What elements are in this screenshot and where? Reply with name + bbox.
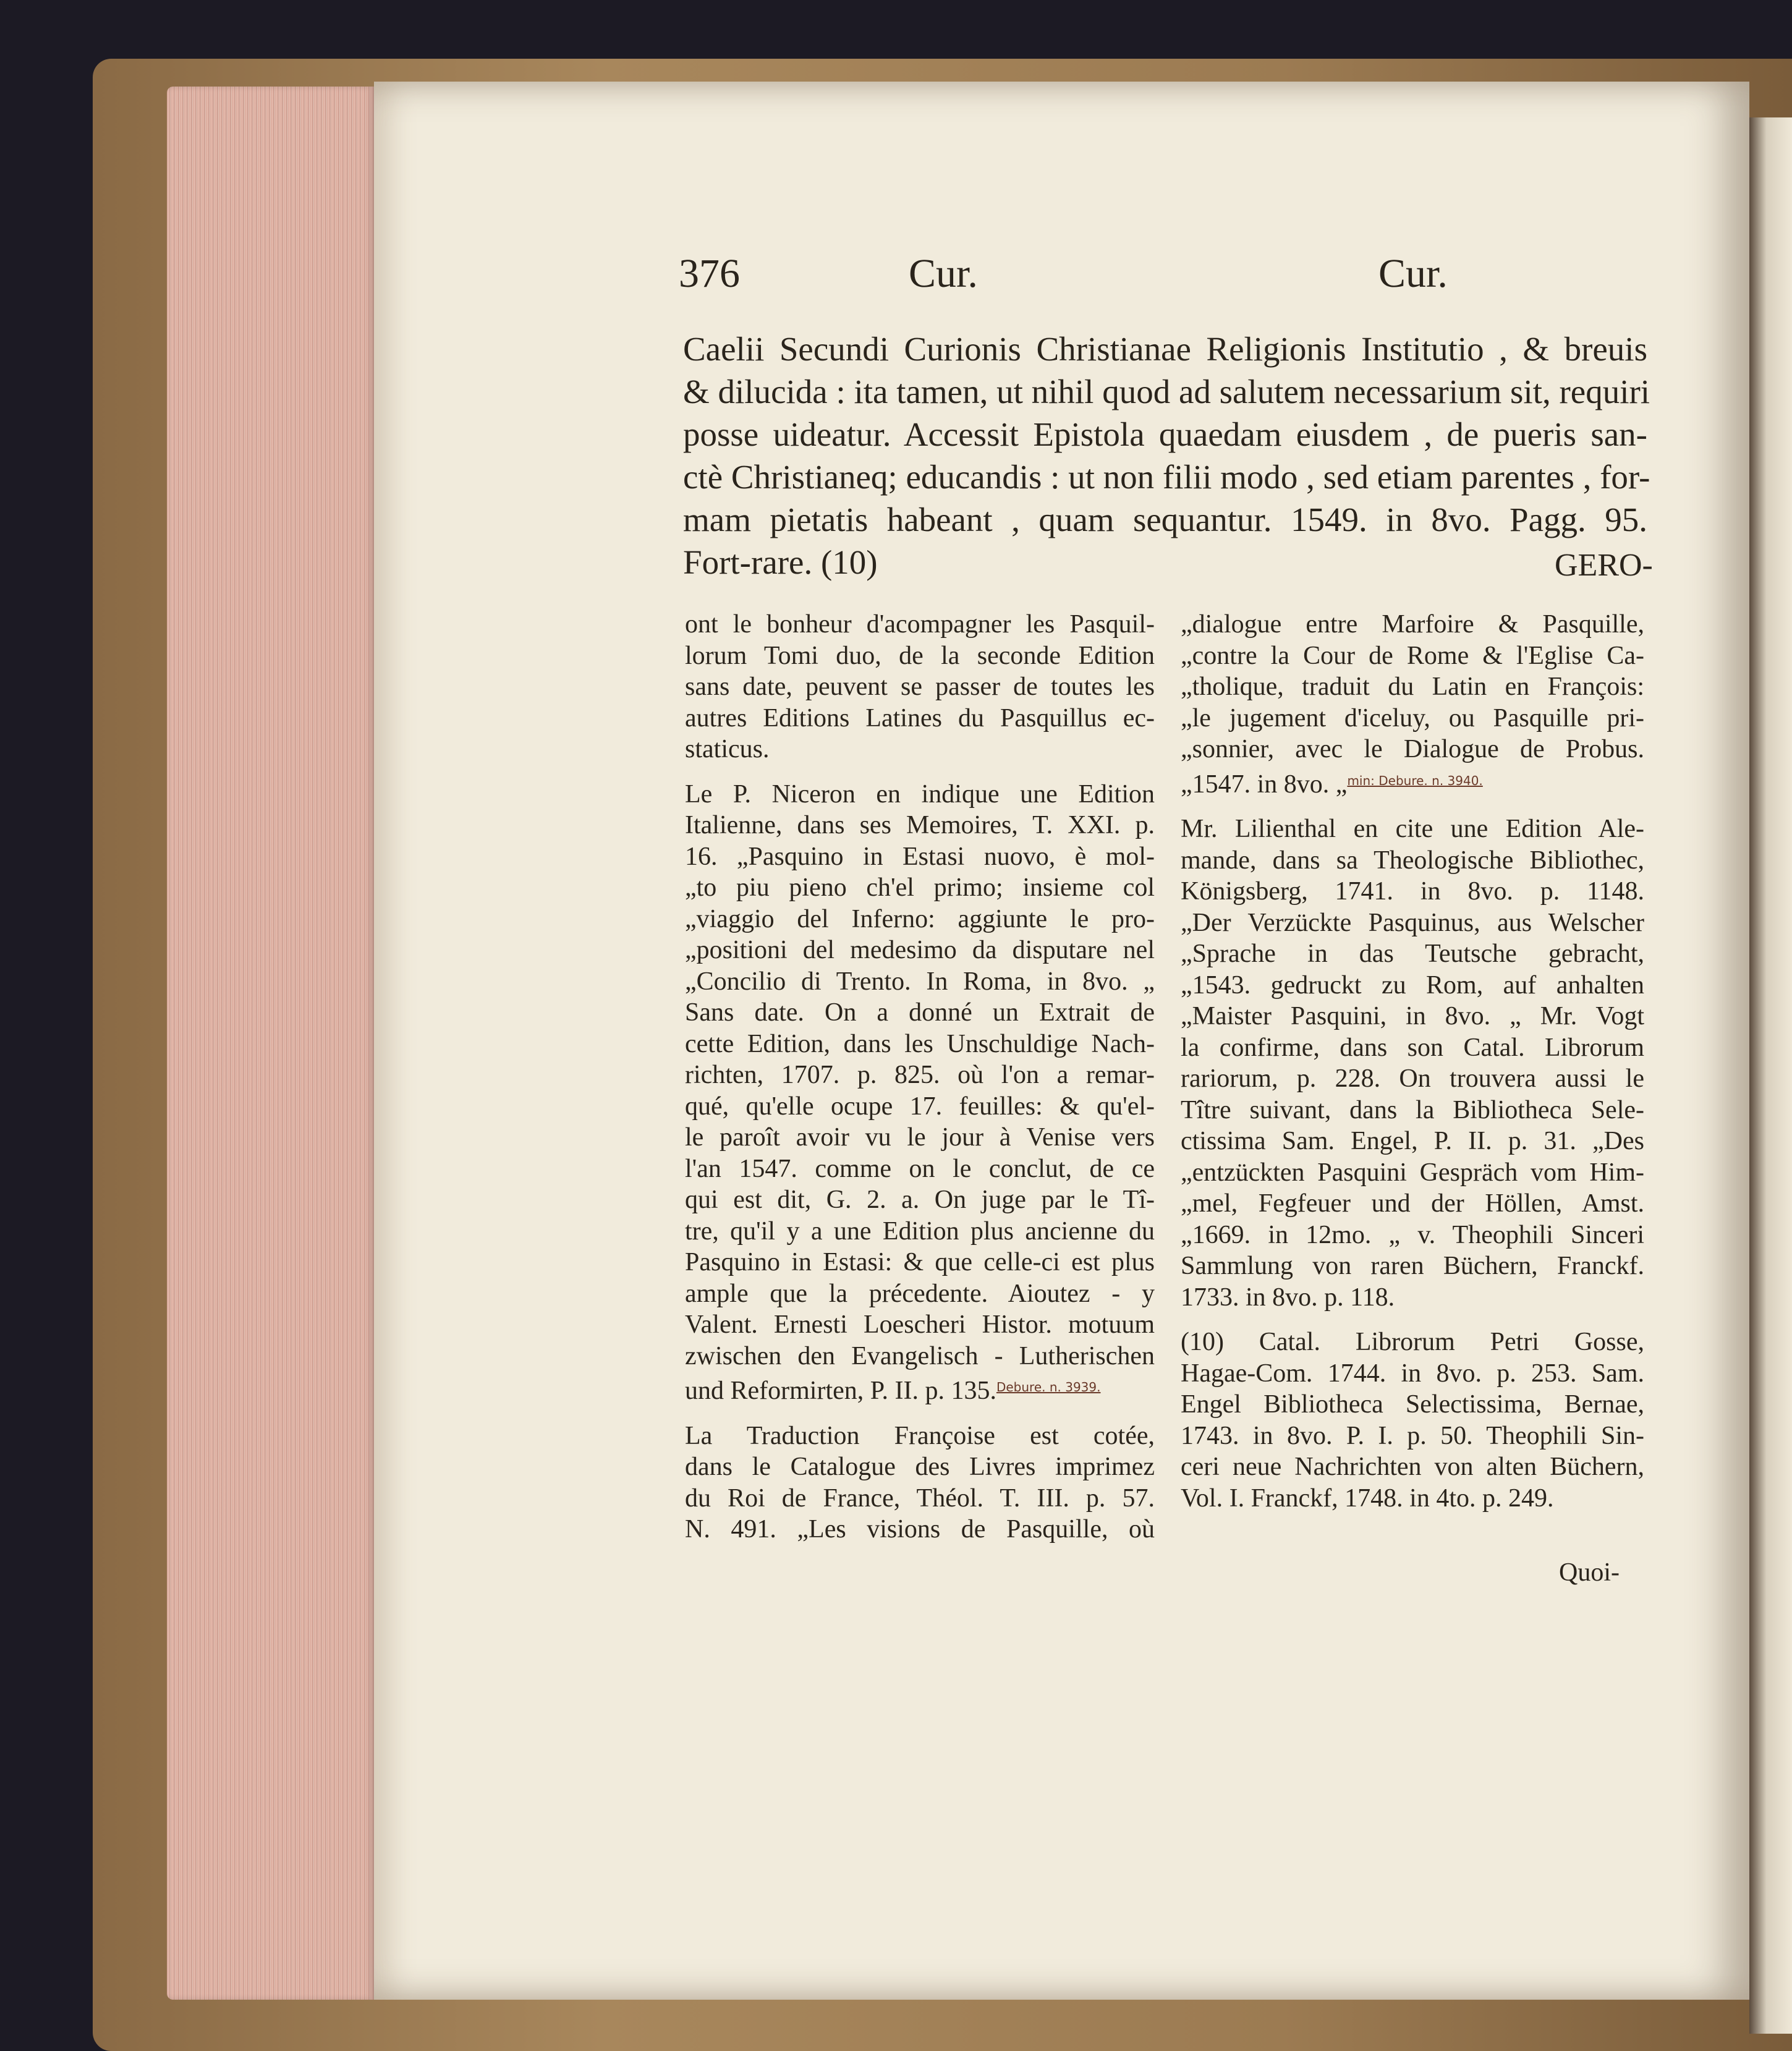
catalog-entry [683, 328, 1650, 584]
text-line: ctissima Sam. Engel, P. II. p. 31. „Des [1181, 1127, 1644, 1155]
text-line: rariorum, p. 228. On trouvera aussi le [1181, 1064, 1644, 1093]
text-line: „1669. in 12mo. „ v. Theophili Sinceri [1181, 1220, 1644, 1249]
text-line: Pasquino in Estasi: & que celle-ci est plus [685, 1248, 1155, 1276]
entry-line: posse uideatur. Accessit Epistola quaedam eiusdem , de pueris san- [683, 415, 1647, 453]
text-line: „tholique, traduit du Latin en François: [1181, 673, 1644, 701]
text-line: „Concilio di Trento. In Roma, in 8vo. „ [685, 967, 1155, 996]
text-line: la confirme, dans son Catal. Librorum [1181, 1033, 1644, 1062]
page-fore-edge [167, 87, 374, 2000]
text-line: tre, qu'il y a une Edition plus ancienne du [685, 1217, 1155, 1246]
text-line: Italienne, dans ses Memoires, T. XXI. p. [685, 811, 1155, 839]
text-line: „mel, Fegfeuer und der Höllen, Amst. [1181, 1189, 1644, 1218]
footnote-line: 1743. in 8vo. P. I. p. 50. Theophili Sin- [1181, 1421, 1644, 1450]
text-line: N. 491. „Les visions de Pasquille, où [685, 1515, 1155, 1544]
text-line: qui est dit, G. 2. a. On juge par le Tî- [685, 1186, 1155, 1214]
text-line: „dialogue entre Marfoire & Pasquille, [1181, 610, 1644, 639]
footnote-line: (10) Catal. Librorum Petri Gosse, [1181, 1328, 1644, 1356]
footnote-line: Engel Bibliotheca Selectissima, Bernae, [1181, 1390, 1644, 1419]
text-line: sans date, peuvent se passer de toutes les [685, 673, 1155, 701]
page-number: 376 [679, 251, 740, 296]
facing-page-edge [1749, 117, 1792, 2034]
text-line: und Reformirten, P. II. p. 135.$^{Debure. n. 3939.}$ [685, 1377, 1101, 1405]
text-line: 1733. in 8vo. p. 118. [1181, 1283, 1395, 1312]
manuscript-note: Debure. n. 3939. [996, 1380, 1101, 1395]
text-line: autres Editions Latines du Pasquillus ec- [685, 703, 1155, 732]
running-head-right: Cur. [1378, 251, 1448, 296]
text-line: „le jugement d'iceluy, ou Pasquille pri- [1181, 703, 1644, 732]
entry-line: Fort-rare. (10) [683, 543, 878, 581]
text-line: ont le bonheur d'acompagner les Pasquil- [685, 610, 1155, 639]
text-line: ample que la précedente. Aioutez - y [685, 1279, 1155, 1308]
text-line: Mr. Lilienthal en cite une Edition Ale- [1181, 815, 1644, 843]
text-line: „1547. in 8vo. „$^{min: Debure. n. 3940.}$ [1181, 770, 1483, 799]
text-line: „sonnier, avec le Dialogue de Probus. [1181, 735, 1644, 763]
running-head-left: Cur. [909, 251, 978, 296]
text-line: qué, qu'elle ocupe 17. feuilles: & qu'el- [685, 1092, 1155, 1121]
text-line: mande, dans sa Theologische Bibliothec, [1181, 846, 1644, 875]
text-line: zwischen den Evangelisch - Lutherischen [685, 1341, 1155, 1370]
text-line: „Der Verzückte Pasquinus, aus Welscher [1181, 908, 1644, 937]
manuscript-note: min: Debure. n. 3940. [1347, 773, 1483, 788]
text-line: staticus. [685, 735, 770, 763]
text-line: „positioni del medesimo da disputare nel [685, 936, 1155, 964]
text-line: Sammlung von raren Büchern, Franckf. [1181, 1252, 1644, 1280]
text-line: lorum Tomi duo, de la seconde Edition [685, 641, 1155, 670]
text-line: La Traduction Françoise est cotée, [685, 1421, 1155, 1450]
text-line: richten, 1707. p. 825. où l'on a remar- [685, 1061, 1155, 1089]
text-line: Tître suivant, dans la Bibliotheca Sele- [1181, 1095, 1644, 1124]
text-line: „viaggio del Inferno: aggiunte le pro- [685, 904, 1155, 933]
text-line: l'an 1547. comme on le conclut, de ce [685, 1154, 1155, 1183]
text-line: 16. „Pasquino in Estasi nuovo, è mol- [685, 842, 1155, 871]
text-line: Königsberg, 1741. in 8vo. p. 1148. [1181, 877, 1644, 906]
right-column [1181, 609, 1644, 1514]
entry-line: & dilucida : ita tamen, ut nihil quod ad salutem necessarium sit, requiri [683, 373, 1650, 410]
text-line: „Maister Pasquini, in 8vo. „ Mr. Vogt [1181, 1002, 1644, 1030]
text-line: „entzückten Pasquini Gespräch vom Him- [1181, 1158, 1644, 1187]
entry-line: mam pietatis habeant , quam sequantur. 1549. in 8vo. Pagg. 95. [683, 501, 1647, 538]
footnote-line: Hagae-Com. 1744. in 8vo. p. 253. Sam. [1181, 1359, 1644, 1388]
footnote-line: Vol. I. Franckf, 1748. in 4to. p. 249. [1181, 1484, 1554, 1513]
text-line: du Roi de France, Théol. T. III. p. 57. [685, 1484, 1155, 1513]
left-column [685, 609, 1155, 1545]
text-line: „to piu pieno ch'el primo; insieme col [685, 873, 1155, 902]
entry-line: Caelii Secundi Curionis Christianae Religionis Institutio , & breuis [683, 330, 1647, 368]
text-line: „Sprache in das Teutsche gebracht, [1181, 940, 1644, 968]
entry-line: ctè Christianeq; educandis : ut non filii modo , sed etiam parentes , for- [683, 458, 1650, 496]
catchword-top: GERO- [1555, 548, 1653, 583]
footnote-line: ceri neue Nachrichten von alten Büchern, [1181, 1453, 1644, 1481]
text-line: Sans date. On a donné un Extrait de [685, 998, 1155, 1027]
text-line: Valent. Ernesti Loescheri Histor. motuum [685, 1310, 1155, 1339]
text-line: cette Edition, dans les Unschuldige Nach- [685, 1029, 1155, 1058]
text-line: Le P. Niceron en indique une Edition [685, 779, 1155, 809]
text-line: le paroît avoir vu le jour à Venise vers [685, 1123, 1155, 1152]
text-line: dans le Catalogue des Livres imprimez [685, 1453, 1155, 1481]
text-line: „contre la Cour de Rome & l'Eglise Ca- [1181, 641, 1644, 670]
text-line: „1543. gedruckt zu Rom, auf anhalten [1181, 970, 1644, 1000]
catchword-bottom: Quoi- [1559, 1558, 1620, 1587]
